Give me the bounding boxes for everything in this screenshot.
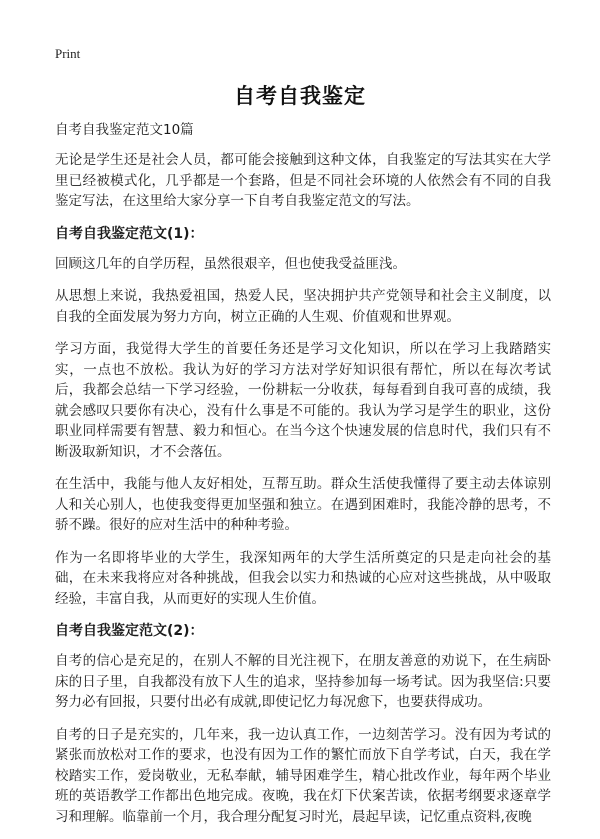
intro-paragraph: 无论是学生还是社会人员，都可能会接触到这种文体，自我鉴定的写法其实在大学里已经被模式化，几乎都是一个套路，但是不同社会环境的人依然会有不同的自我鉴定写法，在这里给大家分享一下自考自我鉴定范文的写法。 [55,152,551,209]
print-link[interactable]: Print [55,46,81,61]
section-1-paragraph: 学习方面，我觉得大学生的首要任务还是学习文化知识，所以在学习上我踏踏实实，一点也不放松。我认为好的学习方法对学好知识很有帮忙，所以在每次考试后，我都会总结一下学习经验，一份耕耘一分收获，每每看到自我可喜的成绩，我就会感叹只要你有决心，没有什么事是不可能的。我认为学习是学生的职业，这份职业同样需要有智慧、毅力和恒心。在当今这个快速发展的信息时代，我们只有不断汲取新知识，才不会落伍。 [55,341,551,460]
section-1-paragraph: 作为一名即将毕业的大学生，我深知两年的大学生活所奠定的只是走向社会的基础，在未来我将应对各种挑战，但我会以实力和热诚的心应对这些挑战，从中吸取经验，丰富自我，从而更好的实现人生价值。 [55,549,551,607]
section-heading: 自考自我鉴定范文(1)： [55,225,204,242]
section-2-paragraph: 自考的日子是充实的，几年来，我一边认真工作，一边刻苦学习。没有因为考试的紧张而放松对工作的要求，也没有因为工作的繁忙而放下自学考试，白天，我在学校踏实工作，爱岗敬业，无私奉献，辅导困难学生，精心批改作业，每年两个毕业班的英语教学工作都出色地完成。夜晚，我在灯下伏案苦读，依据考纲要求逐章学习和理解。临靠前一个月，我合理分配复习时光，晨起早读，记忆重点资料,夜晚 [55,726,551,825]
section-1-paragraph: 在生活中，我能与他人友好相处，互帮互助。群众生活使我懂得了要主动去体谅别人和关心别人，也使我变得更加坚强和独立。在遇到困难时，我能冷静的思考，不骄不躁。很好的应对生活中的种种考验。 [55,476,551,533]
section-1-paragraph: 从思想上来说，我热爱祖国，热爱人民，坚决拥护共产党领导和社会主义制度，以自我的全面发展为努力方向，树立正确的人生观、价值观和世界观。 [55,288,551,325]
section-1-paragraph: 回顾这几年的自学历程，虽然很艰辛，但也使我受益匪浅。 [55,255,406,272]
document-body [55,120,551,839]
section-2-paragraph: 自考的信心是充足的，在别人不解的目光注视下，在朋友善意的劝说下，在生病卧床的日子里，自我都没有放下人生的追求，坚持参加每一场考试。因为我坚信:只要努力必有回报，只要付出必有成就,即使记忆力每况愈下，也要获得成功。 [55,653,551,710]
document-subtitle: 自考自我鉴定范文10篇 [55,122,194,138]
document-title: 自考自我鉴定 [234,84,366,108]
section-heading: 自考自我鉴定范文(2)： [55,623,204,639]
